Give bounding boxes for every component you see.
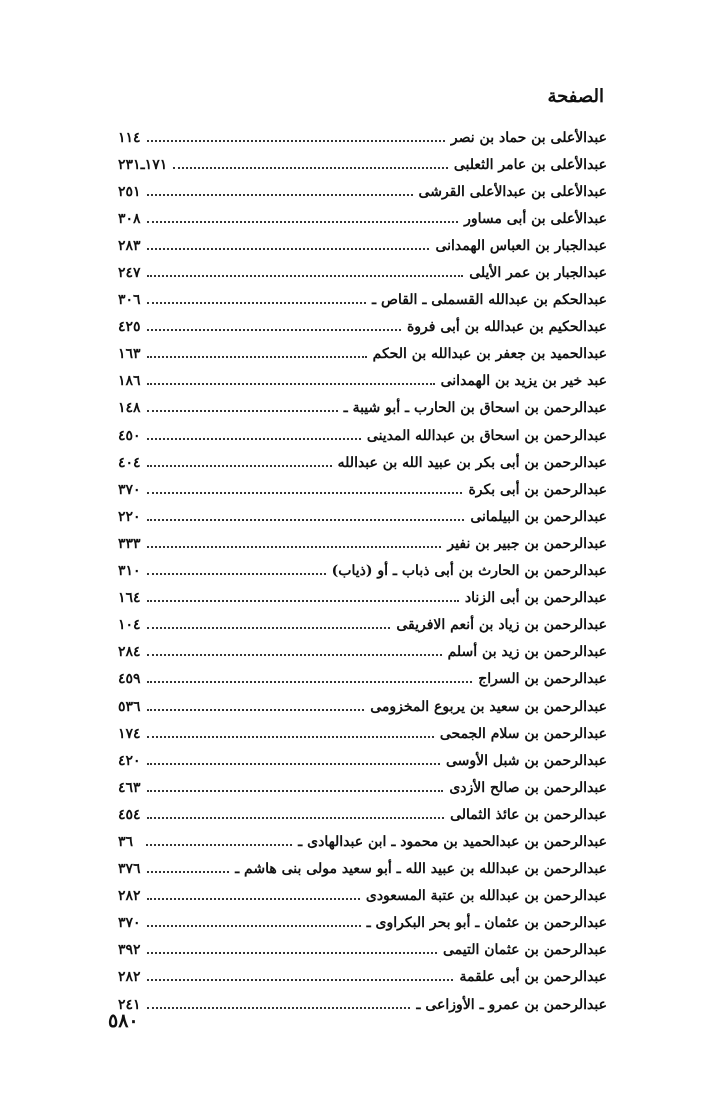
entry-page-ref: ٢٤٧ [118,265,141,282]
entry-name: عبدالرحمن بن زياد بن أنعم الافريقى [396,617,607,634]
index-entry [118,937,607,964]
index-entry [118,612,607,639]
entry-name: عبدالرحمن بن أبى بكر بن عبيد الله بن عبدالله [337,454,607,471]
entry-page-ref: ٢٢٠ [118,508,141,525]
dot-leader [173,167,448,169]
index-entry [118,666,607,693]
index-entry [118,422,607,449]
dot-leader [147,221,459,223]
index-entry [118,287,607,314]
index-entry [118,368,607,395]
dot-leader [147,654,442,656]
entry-page-ref: ٤٥٤ [118,806,141,823]
dot-leader [147,356,367,358]
index-entry [118,585,607,612]
index-entry [118,124,607,151]
entry-page-ref: ١٠٤ [118,617,141,634]
index-entry [118,856,607,883]
entry-name: عبدالرحمن بن عمرو ـ الأوزاعى ـ [416,996,607,1013]
dot-leader [147,627,391,629]
dot-leader [147,979,454,981]
entry-page-ref: ٣٧٠ [118,481,141,498]
entry-name: عبدالرحمن بن عبدالله بن عتبة المسعودى [365,888,607,905]
dot-leader [147,194,413,196]
index-entry [118,910,607,937]
entry-name: عبدالجبار بن عمر الأيلى [469,265,607,282]
dot-leader [147,329,401,331]
entry-page-ref: ٥٣٦ [118,698,141,715]
entry-page-ref: ١٦٣ [118,346,141,363]
entry-name: عبدالأعلى بن عامر الثعلبى [453,156,607,173]
dot-leader [147,275,464,277]
entry-name: عبدالرحمن بن البيلمانى [470,508,607,525]
entry-name: عبدالرحمن بن اسحاق بن عبدالله المدينى [366,427,607,444]
entry-name: عبدالجبار بن العباس الهمدانى [435,237,607,254]
entry-page-ref: ٣٧٠ [118,915,141,932]
index-entry [118,747,607,774]
entry-name: عبدالحميد بن جعفر بن عبدالله بن الحكم [372,346,607,363]
entry-page-ref: ٣٦ [118,833,134,850]
dot-leader [147,519,465,521]
index-entry [118,639,607,666]
index-entry [118,558,607,585]
entry-name: عبدالرحمن بن عبدالله بن عبيد الله ـ أبو سعيد مولى بنى هاشم ـ [235,861,607,878]
index-entry [118,341,607,368]
entry-name: عبدالرحمن بن زيد بن أسلم [447,644,607,661]
index-entry [118,395,607,422]
entry-page-ref: ٤٦٣ [118,779,141,796]
dot-leader [147,573,326,575]
index-entry [118,151,607,178]
index-entry [118,774,607,801]
index-entry [118,259,607,286]
entry-page-ref: ٣٠٨ [118,210,141,227]
index-entry [118,991,607,1018]
entry-page-ref: ١٦٤ [118,590,141,607]
page-number: ٥٨٠ [108,1010,139,1032]
index-entry [118,205,607,232]
index-entry [118,828,607,855]
entry-page-ref: ٢٨٢ [118,969,141,986]
entry-name: عبدالرحمن بن اسحاق بن الحارب ـ أبو شيبة ـ [343,400,607,417]
dot-leader [147,1007,411,1009]
entry-name: عبدالأعلى بن حماد بن نصر [450,129,607,146]
entry-page-ref: ١٧١ـ٢٣١ [118,156,168,173]
entry-page-ref: ١٤٨ [118,400,141,417]
dot-leader [147,817,445,819]
entry-name: عبدالرحمن بن سعيد بن يربوع المخزومى [370,698,607,715]
entry-page-ref: ٤٥٩ [118,671,141,688]
entry-name: عبدالرحمن بن عائذ الثمالى [450,806,607,823]
entry-page-ref: ٤٢٥ [118,319,141,336]
entry-name: عبدالرحمن بن عثمان ـ أبو بحر البكراوى ـ [366,915,607,932]
entry-page-ref: ٤٠٤ [118,454,141,471]
entry-page-ref: ٢٥١ [118,183,141,200]
entry-page-ref: ٣١٠ [118,563,141,580]
dot-leader [147,546,442,548]
dot-leader [147,140,445,142]
index-entries [118,124,607,1018]
entry-name: عبدالرحمن بن سلام الجمحى [439,725,607,742]
entry-page-ref: ٤٢٠ [118,752,141,769]
entry-page-ref: ١٧٤ [118,725,141,742]
entry-page-ref: ٢٨٤ [118,644,141,661]
index-entry [118,530,607,557]
entry-name: عبدالرحمن بن أبى بكرة [468,481,607,498]
entry-name: عبدالرحمن بن السراج [478,671,607,688]
dot-leader [147,438,361,440]
entry-page-ref: ١١٤ [118,129,141,146]
dot-leader [147,736,434,738]
dot-leader [147,790,444,792]
entry-name: عبدالحكم بن عبدالله القسملى ـ القاص ـ [372,292,607,309]
index-entry [118,314,607,341]
entry-name: عبدالأعلى بن أبى مساور [464,210,607,227]
dot-leader [147,681,473,683]
dot-leader [147,492,463,494]
entry-page-ref: ٢٨٢ [118,888,141,905]
index-entry [118,693,607,720]
entry-name: عبدالرحمن بن عثمان التيمى [443,942,607,959]
entry-page-ref: ٣٠٦ [118,292,141,309]
dot-leader [147,709,365,711]
index-entry [118,503,607,530]
dot-leader [147,763,440,765]
index-entry [118,449,607,476]
entry-name: عبدالرحمن بن عبدالحميد بن محمود ـ ابن عبدالهادى ـ [298,833,607,850]
index-entry [118,178,607,205]
dot-leader [147,871,230,873]
entry-page-ref: ٢٨٣ [118,237,141,254]
entry-page-ref: ٤٥٠ [118,427,141,444]
dot-leader [147,600,459,602]
entry-name: عبد خير بن يزيد بن الهمدانى [440,373,607,390]
index-entry [118,232,607,259]
entry-name: عبدالرحمن بن أبى الزناد [464,590,607,607]
dot-leader [146,844,292,846]
entry-name: عبدالرحمن بن الحارث بن أبى ذباب ـ أو (ذياب) [331,563,607,580]
index-entry [118,883,607,910]
entry-name: عبدالأعلى بن عبدالأعلى القرشى [418,183,607,200]
dot-leader [147,248,430,250]
entry-page-ref: ٢٤١ [118,996,141,1013]
index-entry [118,801,607,828]
entry-name: عبدالرحمن بن صالح الأزدى [449,779,607,796]
index-entry [118,720,607,747]
dot-leader [147,383,435,385]
entry-page-ref: ٣٣٣ [118,535,141,552]
entry-page-ref: ٣٩٢ [118,942,141,959]
entry-name: عبدالرحمن بن جبير بن نفير [447,535,607,552]
dot-leader [147,302,366,304]
entry-name: عبدالرحمن بن شبل الأوسى [446,752,607,769]
dot-leader [147,952,437,954]
index-entry [118,476,607,503]
entry-page-ref: ٣٧٦ [118,861,141,878]
entry-name: عبدالرحمن بن أبى علقمة [459,969,607,986]
dot-leader [147,410,338,412]
page-column-header: الصفحة [547,86,604,107]
dot-leader [147,925,361,927]
entry-page-ref: ١٨٦ [118,373,141,390]
entry-name: عبدالحكيم بن عبدالله بن أبى فروة [406,319,607,336]
dot-leader [147,465,332,467]
index-entry [118,964,607,991]
dot-leader [147,898,360,900]
